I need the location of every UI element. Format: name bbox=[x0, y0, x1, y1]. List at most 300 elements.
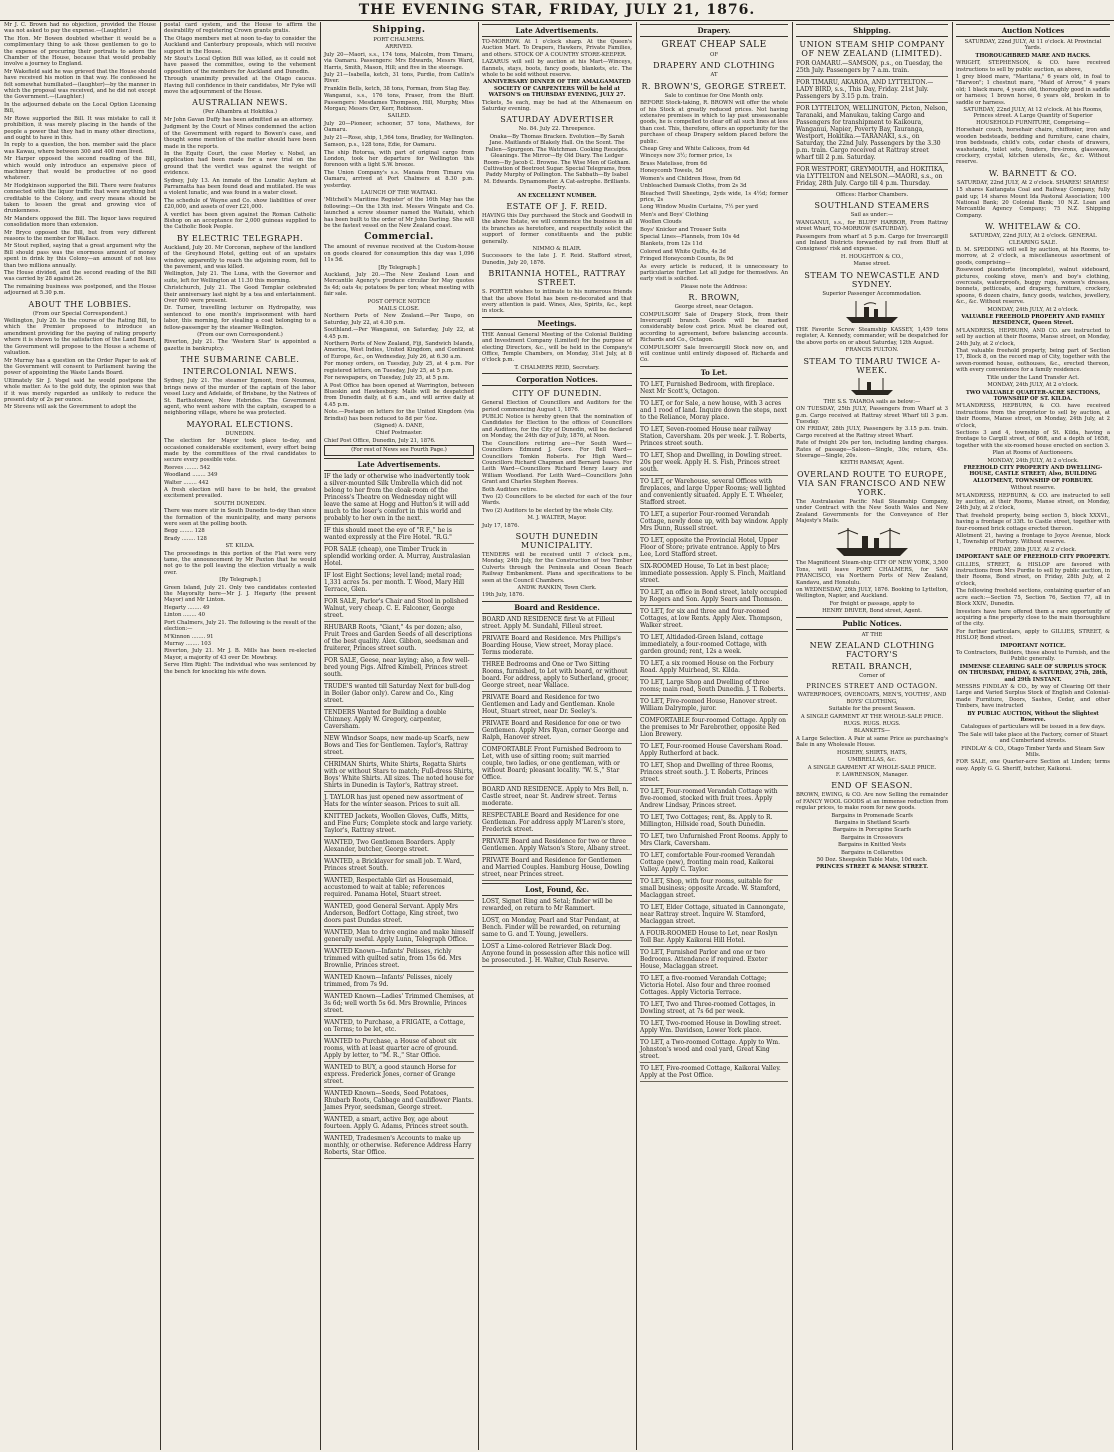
article-paragraph: A SINGLE GARMENT AT THE WHOLE-SALE PRICE. bbox=[800, 713, 944, 720]
article-paragraph: on WEDNESDAY, 26th JULY, 1876. Booking to Lyttelton, Wellington, Napier, and Auckland. bbox=[796, 587, 948, 600]
section-heading: INTERCOLONIAL NEWS. bbox=[182, 367, 297, 377]
classified-ad: PRIVATE Board and Residence for Gentlemen and Married Couples. Hamburg House, Dowling street, near Princes street. bbox=[482, 857, 632, 881]
article-paragraph: Without reserve. bbox=[1010, 485, 1056, 492]
article-paragraph: COMPULSORY Sale Invercargill Stock now on, and will continue until entirely disposed of. Richards and Co. bbox=[640, 344, 788, 364]
issue-line: No. 84. July 22. Threepence. bbox=[518, 126, 596, 133]
subheading: LAUNCH OF THE WAITAKI. bbox=[360, 189, 438, 196]
article-paragraph: HAVING this Day purchased the Stock and Goodwill in the above Estate, we will commence the business in all its branches as heretofore, and respectfully solicit the support of former constituents and the public generally. bbox=[482, 212, 632, 245]
article-paragraph: Mr Rowe supported the Bill. It was mistake to call it prohibition, it was merely placing in the hands of the people a power that they had in many other directions, and ought to have in this. bbox=[4, 115, 156, 141]
article-paragraph: Sydney, July 21. The steamer Egmont, from Noumea, brings news of the murder of the captain of the labor vessel Lucy and Adelaide, of Brisbane, by the Natives of St. Bartholomew, New Hebrides. The Government agent, who went ashore with the captain, escaped to a neighboring village, where he was protected. bbox=[164, 378, 316, 417]
article-paragraph: The Councillors retiring are—For South Ward—Councillors Edmund J. Gore. For Bell Ward—Councillors Tomkin Roberts. For High Ward—Councillors Richard Chapman and Bernard Isaacs. For Leith Ward—Councillors Richard Henry Leary and William Woodland. For Leith Ward—Councillors John Grant and Charles Stephen Reeves. bbox=[482, 440, 632, 486]
article-paragraph: A fresh election will have to be held, the greatest excitement prevailed. bbox=[164, 486, 316, 500]
classified-ad: WANTED Known—Ladies' Trimmed Chemises, at 3s 6d; well worth 5s 6d. Mrs Brownlie, Princes street. bbox=[324, 993, 474, 1017]
article-paragraph: The amount of revenue received at the Custom-house on goods cleared for consumption this day was 1,096 11s 5d. bbox=[324, 244, 474, 264]
signature: W. WHITELAW & CO. bbox=[985, 222, 1081, 232]
classified-ad: THREE Bedrooms and One or Two Sitting Rooms, furnished, to Let with board, or without board. For address, apply to Sutherland, grocer, George street, near Wallace. bbox=[482, 661, 632, 692]
section-heading: THE SUBMARINE CABLE. bbox=[180, 355, 300, 365]
article-paragraph: SATURDAY, 22nd JULY, At 12 o'clock. At his Rooms, Princes street. A Large Quantity of Superior HOUSEHOLD FURNITURE, Comprising— bbox=[963, 107, 1103, 126]
article-paragraph: Northern Ports of New Zealand.—Per Taupo, on Saturday, July 22, at 4.30 p.m. bbox=[324, 313, 474, 326]
section-heading: CITY OF DUNEDIN. bbox=[512, 389, 602, 399]
classified-ad: WANTED, Two Gentlemen Boarders. Apply Alexander, butcher, George street. bbox=[324, 839, 474, 856]
article-paragraph: WRIGHT, STEPHENSON, & CO. have received instructions to sell by public auction, as above, bbox=[956, 60, 1110, 73]
vote-row: Reeves ........ 542 bbox=[164, 464, 211, 471]
vote-row: Hegarty ........ 49 bbox=[164, 604, 210, 611]
article-paragraph: PRINCES STREET & MANSE STREET. bbox=[815, 864, 929, 871]
subheading: POST OFFICE NOTICE bbox=[367, 298, 431, 305]
vote-count: 103 bbox=[200, 640, 212, 647]
byline: (Per Alhambra at Hokitika.) bbox=[202, 109, 278, 116]
lost-ads-list bbox=[482, 898, 632, 967]
classified-ad: TO LET, Furnished Parlor and one or two Bedrooms. Attendance if required. Exeter House, Maclaggan street. bbox=[640, 949, 788, 973]
article-paragraph: Please note the Address: bbox=[680, 283, 748, 290]
article-paragraph: Investors have here offered them a rare opportunity of acquiring a fine property close to the main thoroughfare of the city. bbox=[956, 608, 1110, 628]
bargains-list bbox=[796, 813, 948, 856]
article-paragraph: AT THE bbox=[861, 631, 883, 638]
section-heading: SOUTHLAND STEAMERS bbox=[814, 201, 930, 211]
article-paragraph: TENDERS will be received until 7 o'clock p.m., Monday, 24th July, for the Construction of two Timber Culverts through the Peninsula and Ocean Beach Railway Embankment. Plans and specifications to be seen at the Council Chambers. bbox=[482, 551, 632, 584]
vote-row: Begg ........ 128 bbox=[164, 528, 205, 535]
classified-ad: TRUDE'S wanted till Saturday Next for bull-dog in Boiler (labor only). Carew and Co., King street. bbox=[324, 683, 474, 707]
section-heading: OVERLAND ROUTE TO EUROPE, VIA SAN FRANCISCO AND NEW YORK. bbox=[796, 469, 947, 497]
article-paragraph: M'LANDRESS, HEPBURN, & CO. are instructed to sell by auction, at their Rooms, Manse street, on Monday, 24th July, at 2 o'clock, bbox=[956, 492, 1110, 512]
article-paragraph: Riverton, July 21. Mr J. B. Mills has been re-elected Mayor, a majority of 43 over Dr. Mowbray. bbox=[164, 648, 316, 661]
article-paragraph: George street, near Octagon. bbox=[674, 304, 754, 311]
classified-ad: LOST a Lime-colored Retriever Black Dog. Anyone found in possession after this notice will be prosecuted. J. H. Walter, Club Reserve. bbox=[482, 943, 632, 967]
byline: (From our Special Correspondent.) bbox=[32, 310, 128, 317]
article-paragraph: July 20—Maori, s.s., 174 tons, Malcolm, from Timaru, via Oamaru. Passengers: Mrs Edwards, Messrs Ward, Harris, Smith, Mason, Hill; and five in the steerage. bbox=[324, 51, 474, 71]
section-heading: ESTATE OF J. F. REID. bbox=[506, 201, 608, 211]
article-paragraph: Serve Him Right: The individual who was sentenced by the bench for knocking his wife down. bbox=[164, 662, 316, 675]
article-paragraph: TWO VALUABLE QUARTER-ACRE SECTIONS, TOWNSHIP OF ST. KILDA. bbox=[965, 389, 1101, 402]
bargain-item: Bargains in Shetland Scarfs bbox=[834, 819, 910, 826]
article-paragraph: Two (2) Auditors to be elected by the whole City. bbox=[482, 507, 613, 514]
classified-ad: TO LET, Two and Three-roomed Cottages, in Dowling street, at 7s 6d per week. bbox=[640, 1001, 788, 1018]
article-paragraph: Mr Bryce opposed the Bill, but from very different reasons to the member for Wallace. bbox=[4, 229, 156, 242]
candidate-name: Murray bbox=[164, 640, 185, 647]
article-paragraph: D. M. SPEDDING will sell by auction, at his Rooms, to-morrow, at 2 o'clock, a miscellaneous assortment of goods, comprising— bbox=[956, 246, 1110, 266]
classified-ad: FOR SALE, Parlor's Chair and Stool in polished Walnut, very cheap. C. E. Falconer, George street. bbox=[324, 598, 474, 622]
article-paragraph: FRIDAY, 28th JULY, At 2 o'clock. bbox=[989, 546, 1077, 553]
article-paragraph: Successors to the late J. F. Reid. Stafford street, Dunedin, July 20, 1876. bbox=[482, 253, 632, 266]
price-item: Bleached Twill Sheetings, 2yds wide, 1s 4½d; former price, 2s bbox=[640, 190, 788, 203]
column-5 bbox=[636, 22, 792, 1450]
section-heading: Auction Notices bbox=[956, 24, 1110, 37]
vote-count: 542 bbox=[199, 464, 211, 471]
article-paragraph: IMMENSE CLEARING SALE OF SURPLUS STOCK ON THURSDAY, FRIDAY, & SATURDAY, 27th, 28th, and 29th INSTANT. bbox=[958, 663, 1108, 683]
article-paragraph: Corner of bbox=[859, 673, 885, 680]
article-paragraph: Offices: Harbor Chambers. bbox=[835, 192, 909, 198]
sale-title: R. BROWN'S, GEORGE STREET. bbox=[641, 81, 787, 91]
article-paragraph: Dr. Turner, travelling lecturer on Hydropathy, was sentenced to one month's imprisonment with hard labor, this morning, for stealing a coat belonging to a fellow-passenger by the steamer Wellington. bbox=[164, 305, 316, 331]
article-paragraph: WATERPROOFS, OVERCOATS, MEN'S, YOUTHS', AND BOYS' CLOTHING, bbox=[797, 692, 947, 705]
section-heading: SOUTH DUNEDIN MUNICIPALITY. bbox=[515, 531, 599, 550]
price-item: Men's and Boys' Clothing bbox=[640, 211, 709, 218]
article-paragraph: For further particulars, apply to GILLIES, STREET, & HISLOP, Bond street. bbox=[956, 628, 1110, 642]
classified-ad: TO LET, an office in Bond street, lately occupied by Rogers and Son. Apply Sears and Thomson. bbox=[640, 589, 788, 606]
article-paragraph: Wellington, July 20. In the course of the Rating Bill, to which the Premier proposed to introduce an amendment providing for the paying of rating property where it is shown to the satisfaction of the Land Board, the Government will propose to the House a scheme of valuation. bbox=[4, 318, 156, 357]
article-paragraph: Green Island, July 21. Only two candidates contested the Mayoralty here—Mr J. J. Hegarty (the present Mayor) and Mr Linton. bbox=[164, 584, 316, 604]
article-paragraph: In the Equity Court, the case Morley v. Nobel, an application had been made for a new trial on the ground that the verdict was against the weight of evidence. bbox=[164, 150, 316, 177]
candidate-name: Linton bbox=[164, 612, 182, 619]
article-paragraph: BROWN, EWING, & CO. Are now Selling the remainder of FANCY WOOL GOODS at an immense reduction from regular prices, to make room for new goods. bbox=[796, 792, 948, 812]
signature: W. BARNETT & CO. bbox=[988, 168, 1078, 178]
article-paragraph: July 21—Isabella, ketch, 31 tons, Purdie, from Catlin's River. bbox=[324, 72, 474, 85]
vote-row: Murray ........ 103 bbox=[164, 640, 212, 647]
candidate-name: Walter bbox=[164, 479, 182, 486]
classified-ad: J. TAYLOR has just opened new assortment of Hats for the winter season. Prices to suit all. bbox=[324, 794, 474, 811]
section-heading: STEAM TO NEWCASTLE AND SYDNEY. bbox=[804, 270, 940, 289]
classified-ad: TO LET, Two-roomed House in Dowling street. Apply Wm. Davidson, Lower York place. bbox=[640, 1020, 788, 1037]
article-paragraph: Samson, p.s., 128 tons, Edie, for Oamaru. bbox=[324, 142, 437, 149]
classified-ad: TO LET, for six and three and four-roomed Cottages, at low Rents. Apply Alex. Thompson, Walker street. bbox=[640, 608, 788, 632]
article-paragraph: UMBRELLAS, &c. bbox=[847, 757, 897, 764]
price-item: Honeycomb Towels, 5d bbox=[640, 168, 703, 175]
classified-ad: A FOUR-ROOMED House to Let, near Roslyn Toll Bar. Apply Kaikorai Hill Hotel. bbox=[640, 930, 788, 947]
subheading: [By Telegraph.] bbox=[219, 577, 261, 584]
price-item: Blankets, from 12s 11d bbox=[640, 241, 703, 248]
column-7 bbox=[952, 22, 1114, 1450]
shipping-ads-list bbox=[796, 60, 948, 190]
article-paragraph: Note.—Postage on letters for the United Kingdom (via Brindisi) has been reduced to 8d per ½oz. bbox=[324, 409, 474, 422]
subheading: [By Telegraph.] bbox=[378, 264, 420, 271]
article-paragraph: For newspapers, on Tuesday, July 25, at 5 p.m. bbox=[324, 375, 450, 382]
article-paragraph: July 21—Rose, ship, 1,564 tons, Bradley, for Wellington. bbox=[324, 134, 474, 141]
article-paragraph: LAZARUS will sell by auction at his Mart—Winceys, flannels, stays, boots, fancy goods, blankets, etc. The whole to be sold without reserve. bbox=[482, 59, 632, 79]
article-paragraph: The Magnificent Steam-ship CITY OF NEW YORK, 3,500 Tons, will leave PORT CHALMERS, for SAN FRANCISCO, via Northern Ports of New Zealand, Kandavu, and Honolulu. bbox=[796, 560, 948, 586]
section-heading: BRITANNIA HOTEL, RATTRAY STREET. bbox=[488, 269, 626, 288]
classified-ad: LOST, Signet Ring and Setal; finder will be rewarded, on return to Mr Rammert. bbox=[482, 898, 632, 915]
article-paragraph: MONDAY, 24th JULY, At 2 o'clock. bbox=[987, 457, 1079, 464]
subheading: ARRIVED. bbox=[385, 44, 413, 51]
article-paragraph: ON FRIDAY, 28th JULY, Passengers by 3.15 p.m. train. Cargo received at the Rattray street Wharf. bbox=[796, 426, 948, 439]
article-paragraph: Manse street. bbox=[853, 261, 891, 268]
vote-row: Brady ........ 128 bbox=[164, 535, 207, 542]
candidate-name: Brady bbox=[164, 535, 180, 542]
article-paragraph: Mr John Gavan Duffy has been admitted as an attorney. bbox=[164, 116, 314, 123]
article-paragraph: Special Lines—Flannels, from 10s 4d bbox=[640, 233, 740, 240]
steamship-icon bbox=[842, 299, 902, 325]
article-paragraph: A SINGLE GARMENT AT WHOLE-SALE PRICE. bbox=[807, 764, 937, 771]
article-paragraph: SATURDAY, 22nd JULY, At 2 o'clock. SHARES! SHARES! bbox=[956, 179, 1110, 186]
article-paragraph: Mr Manders opposed the Bill. The liquor laws required consolidation more than extension. bbox=[4, 215, 156, 229]
classified-ad: TO LET, Elder Cottage, situated in Cannongate, near Rattray street. Inquire W. Stamford, Maclaggan street. bbox=[640, 904, 788, 928]
display-line: NEW ZEALAND CLOTHING FACTORY'S bbox=[809, 641, 935, 660]
display-line: PRINCES STREET AND OCTAGON. bbox=[806, 682, 938, 691]
classified-ad: TO LET, or Warehouse, several Offices with fireplaces, and large Upper Rooms; well lighted and conveniently situated. Apply E. T. Wheeler, Stafford street. bbox=[640, 478, 788, 509]
article-paragraph: PUBLIC Notice is hereby given that the nomination of Candidates for Election to the offices of Councillors and Auditors, for the City of Dunedin, will be declared on Monday, the 24th day of July, 1876, at Noon. bbox=[482, 414, 632, 440]
article-paragraph: To Contractors, Builders, those about to Furnish, and the Public generally. bbox=[956, 649, 1110, 663]
article-paragraph: THE S.S. TAIAROA sails as below:— bbox=[823, 398, 921, 405]
article-paragraph: Passengers from wharf at 5 p.m. Cargo for Invercargill and Inland Districts forwarded by rail from Bluff at Consignees' risk and expense. bbox=[796, 233, 948, 253]
classified-ad: SIX-ROOMED House, To Let in best place; immediate possession. Apply S. Finch, Maitland street. bbox=[640, 563, 788, 587]
article-paragraph: Horsehair couch, horsehair chairs, chiffonier, iron and wooden bedsteads, bedding and furniture, cane chairs, iron bedsteads, child's cots, cedar chests of drawers, washstands, toilet sets, fenders, fire-irons, glassware, crockery, crystal, kitchen utensils, &c., &c. Without reserve. bbox=[956, 127, 1110, 166]
vote-row: Linton ........ 40 bbox=[164, 612, 205, 619]
article-paragraph: HOSIERY, SHIRTS, HATS, bbox=[837, 749, 907, 756]
notice-box: (For rest of News see Fourth Page.) bbox=[324, 445, 474, 455]
classified-ad: IF lost Eight Sections; level land; metal road; 1,331 acres 5s. per month. T. Wood, Mary Hill Terrace, Glen. bbox=[324, 572, 474, 596]
classified-ad: WANTED, Respectable Girl as Housemaid, accustomed to wait at table; references required. Panama Hotel, Stuart street. bbox=[324, 877, 474, 901]
price-item: Cheap Grey and White Calicoes, from 4d bbox=[640, 146, 750, 153]
candidate-name: M'Kinnon bbox=[164, 633, 190, 640]
classified-ad: COMFORTABLE Front Furnished Bedroom to Let, with use of sitting room; suit married couple, two ladies, or one gentleman, with or without Board; pleasant locality. "W. S.," Star Office. bbox=[482, 746, 632, 784]
article-paragraph: Auckland, July 20.—The New Zealand Loan and Mercantile Agency's produce circular for May quotes 5s 4d; oats 4s; potatoes 9s per ton; wheat meeting with fair sale. bbox=[324, 272, 474, 298]
article-paragraph: Title under the Land Transfer Act. bbox=[986, 374, 1080, 381]
classified-ad: PRIVATE Board and Residence for two or three Gentlemen. Apply Watson's Store, Albany street. bbox=[482, 838, 632, 855]
classified-ad: WANTED, good General Servant. Apply Mrs Anderson, Bedfort Cottage, King street, two doors past Dundas street. bbox=[324, 903, 474, 927]
classified-ad: WANTED, Tradesmen's Accounts to make up monthly, or otherwise. Reference Address Harry Roberts, Star Office. bbox=[324, 1135, 474, 1159]
price-list bbox=[640, 146, 788, 233]
article-paragraph: BLANKETS— bbox=[853, 728, 891, 735]
vote-count: 128 bbox=[196, 535, 207, 542]
column-1 bbox=[0, 22, 160, 1450]
candidate-name: Begg bbox=[164, 528, 178, 535]
subheading: SOUTH DUNEDIN. bbox=[214, 500, 266, 507]
classified-ad: WANTED Known—Infants' Pelisses, richly trimmed with quilted satin, from 15s 6d. Mrs Brownlie, Princes street. bbox=[324, 948, 474, 972]
article-paragraph: S. PORTER wishes to intimate to his numerous friends that the above Hotel has been re-decorated and that every attention is paid. Wines, Ales, Spirits, &c., kept in stock. bbox=[482, 289, 632, 315]
price-item: Winceys now 3½; former price, 1s bbox=[640, 153, 732, 160]
article-paragraph: postal card system, and the House to affirm the desirability of registering Crown grants gratis. bbox=[164, 22, 316, 35]
article-paragraph: In the adjourned debate on the Local Option Licensing Bill, bbox=[4, 101, 156, 115]
article-paragraph: FREEHOLD CITY PROPERTY AND DWELLING-HOUSE, CASTLE STREET; Also, BUILDING ALLOTMENT, TOWNSHIP OF FORBURY. bbox=[963, 464, 1103, 484]
article-paragraph: AN EXCELLENT NUMBER. bbox=[517, 192, 597, 199]
classified-ad: WANTED to BUY, a good staunch Horse for express. Frederick Jones, corner of Grange street. bbox=[324, 1064, 474, 1088]
classified-ad: PRIVATE Board and Residence for one or two Gentlemen. Apply Mrs Ryan, corner George and Ralph, Hanover street. bbox=[482, 720, 632, 744]
article-paragraph: Judgment by the Court of Mines condemned the action of the Government with regard to Bowen's case, and thought some mention of the matter should have been made in the reports. bbox=[164, 124, 316, 150]
article-paragraph: WANGANUI, s.s., for BLUFF HARBOR, From Rattray street Wharf, TO-MORROW (SATURDAY). bbox=[796, 219, 948, 233]
signature: M. J. WALTER, Mayor. bbox=[527, 515, 587, 522]
vote-table bbox=[164, 465, 316, 486]
article-paragraph: July 20—Pioneer, schooner, 57 tons, Mathews, for Oamaru. bbox=[324, 120, 474, 134]
classified-ad: WANTED, to Purchase, a FRIGATE, a Cottage, on Terms; to be let, etc. bbox=[324, 1019, 474, 1036]
classified-ad: TO LET, two Unfurnished Front Rooms. Apply to Mrs Clark, Caversham. bbox=[640, 833, 788, 850]
article-paragraph: Sydney, July 13. An inmate of the Lunatic Asylum at Parramatta has been found dead and mutilated. He was a violent lunatic, and was found in a water closet. bbox=[164, 177, 316, 197]
article-paragraph: 50 Doz. Sheepskin Table Mats, 10d each. bbox=[816, 856, 928, 863]
article-paragraph: Catalogues of particulars will be issued in a few days. bbox=[960, 724, 1106, 731]
special-list bbox=[640, 241, 788, 262]
vote-count: 40 bbox=[198, 612, 205, 619]
column-2 bbox=[160, 22, 320, 1450]
article-paragraph: Riverton, July 21. The 'Western Star' is appointed a gazette in bankruptcy. bbox=[164, 339, 316, 352]
display-line: END OF SEASON. bbox=[831, 781, 913, 791]
signature: T. CHALMERS REID, Secretary. bbox=[514, 364, 600, 371]
article-paragraph: Superior Passenger Accommodation. bbox=[822, 290, 922, 297]
classified-ad: FOR TIMARU, AKAROA, AND LYTTELTON.—LADY BIRD, s.s., This Day, Friday. 21st July. Passengers by 3.15 p.m. train. bbox=[796, 79, 948, 103]
section-heading: To Let. bbox=[640, 366, 788, 379]
subheading: SAILED. bbox=[387, 113, 411, 120]
article-paragraph: MONDAY, 24th JULY, At 2 o'clock. bbox=[987, 382, 1079, 389]
article-paragraph: Through unanimity prevailed at the Otago caucus. Having full confidence in their candidates, Mr Fyke will move the adjournment of the House. bbox=[164, 76, 316, 96]
late-ads-list bbox=[324, 473, 474, 1159]
article-paragraph: TO-MORROW. At 1 o'clock sharp. At the Queen's Auction Mart. To Drapers, Hawkers, Private Families, and others. STOCK OF A COUNTRY STORE-KEEPER. bbox=[482, 39, 632, 58]
candidate-name: Reeves bbox=[164, 464, 184, 471]
signature: KEITH RAMSAY, Agent. bbox=[840, 460, 904, 467]
classified-ad: COMFORTABLE four-roomed Cottage. Apply on the premises to Mr Farebrother, opposite Red Lion Brewery. bbox=[640, 717, 788, 741]
candidate-name: Woodland bbox=[164, 472, 191, 479]
classified-ad: BOARD AND RESIDENCE. Apply to Mrs Bell, n. Castle street, near St. Andrew street. Terms moderate. bbox=[482, 786, 632, 810]
article-paragraph: MONDAY, 24th JULY, At 2 o'clock. bbox=[987, 306, 1079, 313]
classified-ad: TO LET, Shop and Dwelling of three Rooms, Princes street south. J. T. Roberts, Princes street. bbox=[640, 762, 788, 786]
article-paragraph: Port Chalmers, July 21. The following is the result of the election:— bbox=[164, 619, 316, 633]
price-item: Woollen Clouds bbox=[640, 219, 682, 226]
signature: (Signed) A. DANE, bbox=[374, 422, 424, 429]
article-paragraph: Rate of freight 20s per ton, including landing charges. Rates of passage—Saloon—Single, 30s; return, 45s. Steerage—Single, 20s. bbox=[796, 440, 948, 459]
article-paragraph: Mr Hodgkinson supported the Bill. There were features connected with the liquor traffic that were anything but creditable to the Colony, and every means should be taken to lessen the great and growing vice of drunkenness. bbox=[4, 182, 156, 215]
article-paragraph: The House divided, and the second reading of the Bill was carried by 28 against 26. bbox=[4, 270, 156, 283]
vote-count: 128 bbox=[194, 528, 205, 535]
section-heading: Corporation Notices. bbox=[482, 373, 632, 386]
classified-ad: PRIVATE Board and Residence. Mrs Phillips's Boarding House, View street, Moray place. Terms moderate. bbox=[482, 635, 632, 659]
article-paragraph: SATURDAY, 22nd JULY, At 2 o'clock. GENERAL CLEARING SALE. bbox=[969, 233, 1097, 246]
display-line: RETAIL BRANCH, bbox=[831, 662, 913, 672]
bargain-item: Bargains in Porcupine Scarfs bbox=[832, 827, 912, 834]
masthead bbox=[0, 0, 1114, 21]
price-item: Boys' Knicker and Trouser Suits bbox=[640, 226, 727, 233]
byline: (From our own Correspondent.) bbox=[197, 332, 283, 339]
article-paragraph: Rosewood pianoforte (incomplete), walnut sideboard, pictures, cooking stove, men's and boy's clothing, overcoats, waterproofs, buggy rugs, women's dresses, bonnets, petticoats, and drapery, furniture, crockery, spoons, 6 dozen chairs, fancy goods, watches, jewellery, &c., &c. Without reserve. bbox=[956, 267, 1110, 306]
sale-title: DRAPERY AND CLOTHING bbox=[653, 61, 775, 71]
section-heading: Lost, Found, &c. bbox=[482, 883, 632, 896]
article-paragraph: That freehold property, being section 5, block XXXVI., having a frontage of 33ft. to Castle street, together with four-roomed brick cottage erected thereon. bbox=[956, 512, 1110, 532]
article-paragraph: Mr Harper opposed the second reading of the Bill, which would only introduce an expensive piece of machinery that would be productive of no good whatever. bbox=[4, 156, 156, 182]
classified-ad: CHRIMAN Shirts, White Shirts, Regatta Shirts with or without Stars to match; Full-dress Shirts, Boys' White Shirts. All sizes. The noted house for Shirts in Dunedin is Taylor's, Rattray street. bbox=[324, 761, 474, 792]
article-paragraph: A verdict has been given against the Roman Catholic Bishop on an acceptance for 2,000 guineas supplied to the Catholic Book People. bbox=[164, 211, 316, 231]
subheading: ST. KILDA. bbox=[225, 543, 255, 550]
classified-ad: BOARD AND RESIDENCE first Ve at Filleul street. Apply M. Sundahl, Filleul street. bbox=[482, 616, 632, 633]
classified-ad: WANTED, Man to drive engine and make himself generally useful. Apply Lunn, Telegraph Office. bbox=[324, 929, 474, 946]
article-paragraph: OF bbox=[709, 52, 719, 58]
classified-ad: RHUBARB Roots, "Giant," 4s per dozen; also, Fruit Trees and Garden Seeds of all descriptions of the best quality. Alex. Gibbon, seedsman and fruiterer, Princes street south. bbox=[324, 624, 474, 655]
article-paragraph: GILLIES, STREET, & HISLOP are favored with instructions from Mrs Purdie to sell by public auction, in their Rooms, Bond street, on Friday, 28th July, at 2 o'clock, bbox=[956, 561, 1110, 587]
classified-ad: TO LET, Five-roomed Cottage, Kaikorai Valley. Apply at the Post Office. bbox=[640, 1065, 788, 1082]
article-paragraph: The Sale will take place at the Factory, corner of Stuart and Cumberland streets. bbox=[958, 731, 1108, 745]
article-paragraph: Onaka—By Thomas Bracken. Evolution—By Sarah Jane. Maitlands of Blakely Hall. On the Scent. The Fallen—Spurgeon. The Watchman. Cooking Receipts. Gleanings. The Mirror—By Old Diary. The Ledger Room—By Jacob C. Browne. The Wise Men of Gotham. Cultivation of Beetroot Sugar. Special Telegrams, from Paddy Murphy of Pollington. The Sabbath—By Isabel M. Edwards. Dynamometer. A Cat-astrophe. Brilliants. Poetry. bbox=[483, 133, 631, 192]
article-paragraph: COMPULSORY Sale of Drapery Stock, from their Invercargill branch. Goods will be marked considerably below cost price. Must be cleared out, according to agreement, before balancing accounts. Richards and Co., Octagon. bbox=[640, 311, 788, 344]
article-paragraph: In reply to a question, the hon. member said the place was Kawau, where between 300 and 400 men lived. bbox=[4, 142, 156, 155]
article-paragraph: Sail as under:— bbox=[850, 212, 894, 219]
article-paragraph: Sale to continue for One Month only. bbox=[664, 92, 764, 99]
article-paragraph: Suitable for the present Season. bbox=[828, 706, 916, 713]
signature: F. LAWRENSON, Manager. bbox=[835, 771, 909, 778]
classified-ad: WANTED, a Bricklayer for small job. T. Ward, Princes street South. bbox=[324, 858, 474, 875]
vote-table bbox=[164, 634, 316, 648]
classified-ad: TENDERS Wanted for Building a double Chimney. Apply W. Gregory, carpenter, Caversham. bbox=[324, 709, 474, 733]
column-6 bbox=[792, 22, 952, 1450]
article-paragraph: ANNIVERSARY DINNER OF THE AMALGAMATED SOCIETY OF CARPENTERS Will be held at WATSON'S on THURSDAY EVENING, JULY 27. bbox=[483, 79, 631, 99]
steamship-icon bbox=[832, 526, 912, 558]
column-3 bbox=[320, 22, 478, 1450]
section-heading: AUSTRALIAN NEWS. bbox=[192, 98, 288, 108]
article-paragraph: A Large Selection. A Pair at same Price as purchasing's Bale in any Wholesale House. bbox=[796, 735, 948, 749]
vote-row: Walter ........ 442 bbox=[164, 479, 209, 486]
article-paragraph: 'Mitchell's Maritime Register' of the 16th May has the following:—On the 13th inst. Messrs Wingate and Co. launched a screw steamer named the Waitaki, which has been built to the order of Mr John Darling. She will be the fastest vessel on the New Zealand coast. bbox=[324, 197, 474, 229]
article-paragraph: Franklin Bells, ketch, 38 tons, Forman, from Stag Bay. bbox=[324, 85, 470, 92]
article-paragraph: Mr Stevens will ask the Government to adopt the bbox=[4, 404, 137, 411]
article-paragraph: There was more stir in South Dunedin to-day than since the formation of the municipality, and many persons were seen at the polling booth. bbox=[164, 508, 316, 527]
article-paragraph: Two (2) Councillors to be elected for each of the four Wards. bbox=[482, 493, 632, 507]
article-paragraph: Wanganui, s.s., 176 tons, Fraser, from the Bluff. Passengers: Mesdames Thompson, Hill, Murphy, Miss Morgan; Messrs Orr, Kerr, Robinson. bbox=[324, 93, 474, 113]
vote-count: 442 bbox=[198, 479, 209, 486]
classified-ad: WANTED, a smart, active Boy, age about fourteen. Apply G. Adams, Princes street south. bbox=[324, 1116, 474, 1133]
classified-ad: PRIVATE Board and Residence for two Gentlemen and Lady and Gentleman. Knole Hout, Stuart street, near Dr. Seeley's. bbox=[482, 694, 632, 718]
section-heading: Public Notices. bbox=[796, 617, 948, 630]
article-paragraph: M'LANDRESS, HEPBURN, AND CO. are instructed to sell by auction at their Rooms, Manse street, on Monday, 24th July, at 2 o'clock, bbox=[956, 327, 1110, 347]
article-paragraph: That valuable freehold property, being part of Section 17, Block 8, on the record map of City, together with the seven-roomed house, outhouses, &c., erected thereon, with every convenience for a family residence. bbox=[956, 348, 1110, 374]
section-heading: ABOUT THE LOBBIES. bbox=[28, 299, 132, 309]
article-paragraph: Mr Stout replied, saying that a great argument why the Bill should pass was the enormous amount of money spent in drink by this Colony—an amount of not less than two millions annually. bbox=[4, 243, 156, 269]
article-paragraph: IMPORTANT SALE OF FREEHOLD CITY PROPERTY. bbox=[956, 554, 1110, 561]
classified-ad: TO LET, Seven-roomed House near railway Station, Caversham. 20s per week. J. T. Roberts, Princes street south. bbox=[640, 426, 788, 450]
classified-ad: TO LET, or for Sale, a new house, with 3 acres and 1 rood of land. Inquire down the steps, next to the Reliance, Moray place. bbox=[640, 400, 788, 424]
section-heading: SATURDAY ADVERTISER bbox=[500, 115, 614, 125]
article-paragraph: ON TUESDAY, 25th JULY, Passengers from Wharf at 3 p.m. Cargo received at Rattray street Wharf till 3 p.m. Tuesday. bbox=[796, 406, 948, 425]
vote-table bbox=[164, 605, 316, 619]
classified-ad: TO LET, Altidaded-Green Island, cottage immediately, a four-roomed Cottage, with garden ground; rent, 12s a week. bbox=[640, 634, 788, 658]
classified-ad: NEW Windsor Soaps, new made-up Scarfs, new Bows and Ties for Gentlemen. Taylor's, Rattray street. bbox=[324, 735, 474, 759]
vote-row: M'Kinnon ........ 91 bbox=[164, 633, 214, 640]
signature: Chief Postmaster. bbox=[375, 430, 423, 437]
signature: R. BROWN, bbox=[688, 293, 740, 303]
section-heading: Shipping. bbox=[372, 25, 426, 35]
article-paragraph: For freight or passage, apply to bbox=[829, 600, 915, 607]
article-paragraph: As every article is reduced, it is unnecessary to particularize further. Let all judge for themselves. An early visit is solicited. bbox=[640, 263, 788, 283]
classified-ad: RESPECTABLE Board and Residence for one Gentleman. For address apply M'Laren's store, Frederick street. bbox=[482, 812, 632, 836]
article-paragraph: Southland.—Per Wanganui, on Saturday, July 22, at 4.45 p.m. bbox=[324, 327, 474, 340]
article-paragraph: AT bbox=[710, 72, 718, 79]
section-heading: BY ELECTRIC TELEGRAPH. bbox=[176, 233, 304, 243]
classified-ad: WANTED Known—Infants' Pelisses, nicely trimmed, from 7s 9d. bbox=[324, 974, 474, 991]
article-paragraph: Plan at Rooms of Auctioneers. bbox=[992, 450, 1074, 457]
price-item: Women's and Children Hose, from 6d bbox=[640, 175, 741, 182]
article-paragraph: BY PUBLIC AUCTION, Without the Slightest Reserve. bbox=[967, 710, 1099, 723]
vote-count: 349 bbox=[207, 472, 218, 479]
article-paragraph: THE Favorite Screw Steamship KASSEY, 1,459 tons register, A. Kennedy, commander, will be despatched for the above ports on or about Saturday, 12th August. bbox=[796, 327, 948, 346]
section-heading: STEAM TO TIMARU TWICE A-WEEK. bbox=[803, 356, 941, 375]
signature: H. HOUGHTON & CO., bbox=[840, 253, 904, 260]
article-paragraph: The election for Mayor took place to-day, and occasioned considerable excitement, every effort being made by the committees of the rival candidates to secure every possible vote. bbox=[164, 438, 316, 464]
classified-ad: TO LET, Large Shop and Dwelling of three rooms; main road, South Dunedin. J. T. Roberts. bbox=[640, 679, 788, 696]
subheading: PORT CHALMERS. bbox=[373, 37, 425, 43]
classified-ad: FOR SALE (cheap), one Timber Truck in splendid working order. A. Murray, Australasian Hotel. bbox=[324, 546, 474, 570]
column-4 bbox=[478, 22, 636, 1450]
section-heading: Late Advertisements. bbox=[482, 24, 632, 37]
classified-ad: IF this should meet the eye of "R F.," he is wanted expressly at the Fire Hotel. "R.G." bbox=[324, 527, 474, 544]
article-paragraph: Northern Ports of New Zealand, Fiji, Sandwich Islands, America, West Indies, United Kingdom, and Continent of Europe, &c., on Wednesday, July 26, at 6.30 a.m. bbox=[324, 341, 474, 360]
signature: HENRY DRIVER, Bond street, Agent. bbox=[822, 608, 922, 615]
vote-count: 91 bbox=[206, 633, 214, 640]
date-line: 19th July, 1876. bbox=[482, 592, 525, 599]
article-paragraph: Wellington, July 21. The Luna, with the Governor and suite, left for Wellington at 11.30 this morning. bbox=[164, 271, 316, 284]
article-paragraph: Mr J. C. Brown had no objection, provided the House was not asked to pay the expense.—(Laughter.) bbox=[4, 22, 156, 35]
article-paragraph: Mr Murray has a question on the Order Paper to ask of the Government will consent to Parliament having the power of appointing the Waste Lands Board. bbox=[4, 357, 156, 377]
subheading: DUNEDIN. bbox=[225, 430, 255, 437]
masthead-title: THE EVENING STAR, FRIDAY, JULY 21, 1876. bbox=[358, 2, 756, 18]
article-paragraph: General Election of Councillors and Auditors for the period commencing August 1, 1876. bbox=[482, 400, 632, 413]
classified-ad: TO LET, a six roomed House on the Forbury Road. Apply Muirhead, St. Kilda. bbox=[640, 660, 788, 677]
bargain-item: Bargains in Knitted Vests bbox=[838, 842, 906, 849]
article-paragraph: The Australasian Pacific Mail Steamship Company, under Contract with the New South Wales and New Zealand Governments for the Conveyance of Her Majesty's Mails. bbox=[796, 498, 948, 524]
vote-row: Woodland ........ 349 bbox=[164, 472, 218, 479]
price-item: Unbleached Damask Cloths, from 2s 3d bbox=[640, 183, 747, 190]
article-paragraph: VALUABLE FREEHOLD PROPERTY AND FAMILY RESIDENCE, Queen Street. bbox=[961, 314, 1105, 327]
bargain-item: Bargains in Promenade Scarfs bbox=[831, 812, 913, 819]
vote-table bbox=[164, 528, 316, 542]
price-item: Long Window Muslin Curtains, 7½ per yard bbox=[640, 204, 758, 211]
classified-ad: TO LET, comfortable Four-roomed Verandah Cottage (new), fronting main road, Kaikorai Valley. Apply C. Taylor. bbox=[640, 852, 788, 876]
classified-ad: LOST, on Monday, Pearl and Star Pendant, at Bench. Finder will be rewarded, on returning same to G. and T. Young, jewellers. bbox=[482, 917, 632, 941]
classified-ad: KNITTED Jackets, Woollen Gloves, Cuffs, Mitts, and Fine Furs; Complete stock and large variety. Taylor's, Rattray street. bbox=[324, 813, 474, 837]
article-paragraph: SATURDAY, 22nd JULY, At 11 o'clock. At Provincial Yards. bbox=[964, 39, 1102, 52]
subheading: MAILS CLOSE. bbox=[378, 306, 420, 313]
